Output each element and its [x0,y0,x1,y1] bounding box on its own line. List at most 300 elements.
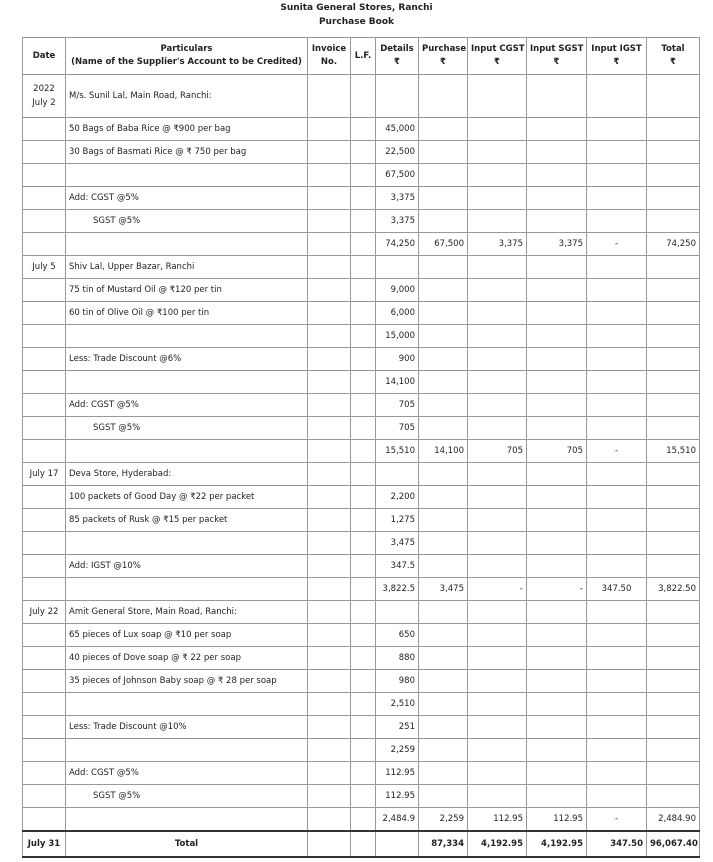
row-invoice [308,348,351,371]
total-purchase: 87,334 [419,831,468,857]
row-igst [587,210,647,233]
row-particulars: Deva Store, Hyderabad: [66,463,308,486]
row-lf [351,693,376,716]
row-lf [351,601,376,624]
row-details: 900 [376,348,419,371]
total-details [376,831,419,857]
table-row [23,808,700,832]
row-date [23,785,66,808]
row-purchase [419,141,468,164]
row-sgst [527,463,587,486]
row-details: 6,000 [376,302,419,325]
row-invoice [308,417,351,440]
row-total [647,164,700,187]
total-lf [351,831,376,857]
row-purchase [419,325,468,348]
row-sgst [527,325,587,348]
row-lf [351,463,376,486]
row-invoice [308,187,351,210]
row-purchase [419,670,468,693]
row-date [23,210,66,233]
row-purchase [419,348,468,371]
row-total: 15,510 [647,440,700,463]
table-header-row [23,38,700,75]
row-invoice [308,578,351,601]
row-lf [351,647,376,670]
row-cgst [468,417,527,440]
table-row [23,624,700,647]
row-particulars: M/s. Sunil Lal, Main Road, Ranchi: [66,75,308,118]
row-details: 67,500 [376,164,419,187]
row-purchase: 2,259 [419,808,468,832]
row-date [23,808,66,832]
row-details: 980 [376,670,419,693]
row-igst [587,670,647,693]
row-details [376,601,419,624]
row-cgst [468,394,527,417]
row-igst [587,256,647,279]
row-particulars: SGST @5% [66,785,308,808]
row-sgst [527,348,587,371]
total-invoice [308,831,351,857]
row-details: 3,475 [376,532,419,555]
row-cgst [468,348,527,371]
table-row [23,440,700,463]
row-invoice [308,555,351,578]
row-invoice [308,302,351,325]
row-sgst: - [527,578,587,601]
row-details: 2,200 [376,486,419,509]
row-sgst [527,118,587,141]
row-purchase [419,624,468,647]
row-invoice [308,75,351,118]
table-row [23,647,700,670]
table-row [23,670,700,693]
row-cgst [468,463,527,486]
row-details: 74,250 [376,233,419,256]
total-sgst: 4,192.95 [527,831,587,857]
table-row [23,486,700,509]
row-total [647,693,700,716]
row-particulars: Add: CGST @5% [66,187,308,210]
row-date [23,532,66,555]
row-sgst [527,164,587,187]
table-row [23,394,700,417]
row-date [23,762,66,785]
row-details: 3,375 [376,210,419,233]
row-cgst [468,670,527,693]
row-particulars [66,808,308,832]
row-cgst [468,716,527,739]
row-details: 22,500 [376,141,419,164]
row-cgst: 112.95 [468,808,527,832]
row-sgst [527,739,587,762]
row-particulars [66,371,308,394]
row-lf [351,624,376,647]
row-total [647,417,700,440]
row-sgst [527,601,587,624]
row-igst [587,716,647,739]
row-igst [587,601,647,624]
row-particulars [66,233,308,256]
table-row [23,693,700,716]
row-invoice [308,463,351,486]
row-lf [351,670,376,693]
purchase-book-table [22,37,700,858]
row-invoice [308,785,351,808]
row-igst [587,371,647,394]
row-lf [351,164,376,187]
row-cgst: 3,375 [468,233,527,256]
row-cgst [468,532,527,555]
row-lf [351,75,376,118]
row-purchase [419,187,468,210]
row-igst [587,762,647,785]
row-igst [587,463,647,486]
row-particulars [66,578,308,601]
row-invoice [308,118,351,141]
table-row [23,141,700,164]
row-purchase [419,210,468,233]
table-row [23,118,700,141]
row-particulars: Add: CGST @5% [66,394,308,417]
row-total [647,75,700,118]
row-details: 705 [376,417,419,440]
row-sgst: 112.95 [527,808,587,832]
row-sgst [527,693,587,716]
row-sgst [527,716,587,739]
row-invoice [308,532,351,555]
row-cgst [468,118,527,141]
row-details: 705 [376,394,419,417]
row-igst [587,417,647,440]
row-sgst [527,394,587,417]
row-particulars: Amit General Store, Main Road, Ranchi: [66,601,308,624]
row-cgst [468,164,527,187]
row-purchase: 67,500 [419,233,468,256]
row-lf [351,187,376,210]
row-invoice [308,693,351,716]
total-total: 96,067.40 [647,831,700,857]
row-lf [351,739,376,762]
table-row [23,417,700,440]
row-lf [351,141,376,164]
table-row [23,762,700,785]
row-particulars: Add: IGST @10% [66,555,308,578]
row-details [376,463,419,486]
table-row [23,785,700,808]
row-total [647,302,700,325]
row-invoice [308,601,351,624]
total-igst: 347.50 [587,831,647,857]
row-sgst [527,670,587,693]
row-total [647,187,700,210]
row-purchase [419,716,468,739]
row-cgst [468,256,527,279]
table-row [23,578,700,601]
row-purchase [419,647,468,670]
row-purchase [419,785,468,808]
row-particulars [66,325,308,348]
row-details: 14,100 [376,371,419,394]
row-lf [351,210,376,233]
row-total [647,486,700,509]
row-particulars: Shiv Lal, Upper Bazar, Ranchi [66,256,308,279]
row-sgst [527,532,587,555]
table-row [23,348,700,371]
row-total [647,210,700,233]
row-details [376,256,419,279]
col-total: Total ₹ [647,38,700,75]
row-invoice [308,256,351,279]
row-igst [587,164,647,187]
row-particulars: SGST @5% [66,210,308,233]
total-cgst: 4,192.95 [468,831,527,857]
row-particulars: SGST @5% [66,417,308,440]
row-total [647,532,700,555]
row-details: 3,822.5 [376,578,419,601]
row-igst [587,739,647,762]
row-sgst: 3,375 [527,233,587,256]
row-cgst [468,141,527,164]
row-particulars [66,440,308,463]
row-invoice [308,440,351,463]
row-purchase [419,371,468,394]
row-cgst [468,647,527,670]
row-sgst [527,647,587,670]
row-cgst [468,509,527,532]
row-sgst [527,302,587,325]
row-igst [587,785,647,808]
row-cgst [468,624,527,647]
row-date [23,739,66,762]
row-igst [587,647,647,670]
row-particulars [66,739,308,762]
row-purchase [419,256,468,279]
row-cgst [468,302,527,325]
row-invoice [308,716,351,739]
row-details: 347.5 [376,555,419,578]
row-particulars [66,164,308,187]
store-name: Sunita General Stores, Ranchi [280,3,433,13]
table-row [23,279,700,302]
row-date [23,555,66,578]
row-particulars: Add: CGST @5% [66,762,308,785]
row-date: July 17 [23,463,66,486]
row-sgst [527,371,587,394]
col-particulars: Particulars (Name of the Supplier's Account to be Credited) [66,38,308,75]
row-date [23,693,66,716]
row-date [23,509,66,532]
row-total: 2,484.90 [647,808,700,832]
row-purchase [419,693,468,716]
row-total [647,256,700,279]
table-row [23,325,700,348]
row-purchase: 14,100 [419,440,468,463]
row-total [647,325,700,348]
row-igst [587,118,647,141]
row-lf [351,532,376,555]
row-total [647,141,700,164]
row-purchase [419,279,468,302]
row-purchase [419,75,468,118]
row-total [647,624,700,647]
row-igst [587,325,647,348]
row-lf [351,371,376,394]
row-lf [351,762,376,785]
row-cgst [468,555,527,578]
row-cgst [468,486,527,509]
row-lf [351,279,376,302]
row-date [23,486,66,509]
row-date [23,647,66,670]
row-lf [351,440,376,463]
row-lf [351,808,376,832]
row-igst [587,141,647,164]
row-date [23,302,66,325]
row-igst [587,279,647,302]
row-particulars [66,532,308,555]
row-invoice [308,647,351,670]
row-date [23,578,66,601]
row-lf [351,118,376,141]
row-details: 880 [376,647,419,670]
row-sgst [527,785,587,808]
row-igst: - [587,233,647,256]
row-lf [351,233,376,256]
row-total [647,670,700,693]
row-date [23,187,66,210]
row-purchase [419,509,468,532]
row-details: 2,484.9 [376,808,419,832]
col-input-sgst: Input SGST ₹ [527,38,587,75]
row-invoice [308,670,351,693]
row-date [23,716,66,739]
row-date [23,624,66,647]
table-row [23,302,700,325]
row-sgst [527,279,587,302]
row-particulars: 40 pieces of Dove soap @ ₹ 22 per soap [66,647,308,670]
row-igst [587,693,647,716]
row-invoice [308,141,351,164]
row-details: 650 [376,624,419,647]
row-cgst [468,371,527,394]
row-lf [351,716,376,739]
row-purchase [419,417,468,440]
book-title: Purchase Book [318,17,395,27]
total-row [23,831,700,857]
table-row [23,509,700,532]
row-total [647,509,700,532]
col-date: Date [23,38,66,75]
table-row [23,75,700,118]
row-total [647,762,700,785]
row-date [23,279,66,302]
row-lf [351,785,376,808]
row-sgst [527,187,587,210]
row-sgst [527,486,587,509]
row-purchase [419,555,468,578]
row-total [647,463,700,486]
row-sgst [527,141,587,164]
row-sgst [527,210,587,233]
col-lf: L.F. [351,38,376,75]
row-cgst: - [468,578,527,601]
table-row [23,463,700,486]
row-date-year: 2022 [33,84,55,94]
row-date [23,440,66,463]
row-cgst [468,785,527,808]
row-cgst [468,693,527,716]
row-cgst [468,325,527,348]
row-total [647,601,700,624]
row-details [376,75,419,118]
row-sgst [527,256,587,279]
row-details: 112.95 [376,785,419,808]
table-row [23,739,700,762]
row-invoice [308,624,351,647]
col-invoice: Invoice No. [308,38,351,75]
row-invoice [308,509,351,532]
row-igst [587,75,647,118]
row-purchase [419,532,468,555]
row-igst [587,624,647,647]
row-invoice [308,279,351,302]
row-sgst [527,555,587,578]
row-total [647,555,700,578]
row-particulars: Less: Trade Discount @10% [66,716,308,739]
table-row [23,256,700,279]
col-details: Details ₹ [376,38,419,75]
row-sgst [527,624,587,647]
row-date [23,670,66,693]
row-total [647,348,700,371]
row-purchase: 3,475 [419,578,468,601]
row-purchase [419,739,468,762]
row-cgst [468,75,527,118]
row-purchase [419,601,468,624]
row-lf [351,578,376,601]
row-invoice [308,394,351,417]
row-sgst [527,762,587,785]
row-details: 112.95 [376,762,419,785]
row-cgst: 705 [468,440,527,463]
row-date [23,233,66,256]
row-particulars: 100 packets of Good Day @ ₹22 per packet [66,486,308,509]
row-igst [587,187,647,210]
row-igst: - [587,808,647,832]
row-cgst [468,762,527,785]
row-invoice [308,164,351,187]
row-date [23,348,66,371]
row-details: 9,000 [376,279,419,302]
row-purchase [419,164,468,187]
row-details: 3,375 [376,187,419,210]
row-total [647,739,700,762]
row-cgst [468,279,527,302]
row-total: 74,250 [647,233,700,256]
row-lf [351,394,376,417]
table-row [23,233,700,256]
row-details: 251 [376,716,419,739]
row-purchase [419,463,468,486]
table-row [23,532,700,555]
col-input-igst: Input IGST ₹ [587,38,647,75]
row-cgst [468,187,527,210]
row-details: 45,000 [376,118,419,141]
row-invoice [308,210,351,233]
table-row [23,210,700,233]
